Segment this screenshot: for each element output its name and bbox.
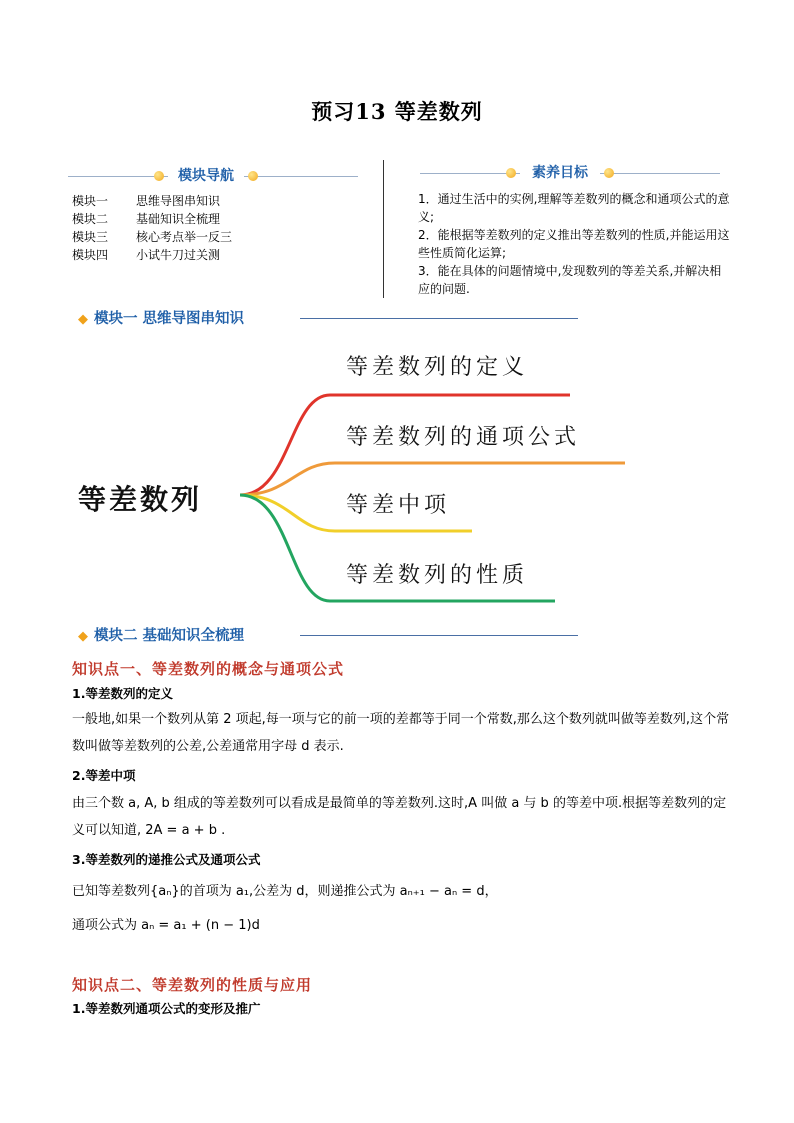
module2-header: ◆ 模块二 基础知识全梳理: [78, 624, 578, 646]
paragraph: 一般地,如果一个数列从第 2 项起,每一项与它的前一项的差都等于同一个常数,那么这个数列就叫做等差数列,这个常数叫做等差数列的公差,公差通常用字母 d 表示.: [72, 712, 730, 754]
diamond-icon: ◆: [78, 629, 88, 644]
diamond-icon: ◆: [78, 312, 88, 327]
paragraph: 由三个数 a, A, b 组成的等差数列可以看成是最简单的等差数列.这时,A 叫做 a 与 b 的等差中项.根据等差数列的定义可以知道, 2A = a + b .: [72, 796, 727, 838]
column-divider: [383, 160, 384, 298]
nav-heading: 模块导航: [168, 165, 244, 187]
mind-map-branch-label: 等差数列的定义: [346, 355, 529, 380]
mind-map-branch-label: 等差数列的通项公式: [346, 425, 581, 450]
subsection-title: 1.等差数列通项公式的变形及推广: [72, 1001, 261, 1016]
formula-line: 通项公式为 aₙ = a₁ + (n − 1)d: [72, 918, 260, 933]
goals-list: [418, 190, 730, 298]
goal-item: 2．能根据等差数列的定义推出等差数列的性质,并能运用这些性质简化运算;: [418, 228, 730, 260]
nav-item[interactable]: 模块四 小试牛刀过关测: [72, 248, 221, 262]
nav-list: [72, 192, 232, 264]
goal-item: 1．通过生活中的实例,理解等差数列的概念和通项公式的意义;: [418, 192, 730, 224]
knowledge-point-title: 知识点二、等差数列的性质与应用: [72, 976, 313, 994]
subsection-title: 3.等差数列的递推公式及通项公式: [72, 852, 261, 867]
nav-item[interactable]: 模块二 基础知识全梳理: [72, 212, 221, 226]
bullet-dot-icon: [506, 168, 516, 178]
nav-item[interactable]: 模块三 核心考点举一反三: [72, 230, 233, 244]
mind-map-branch-label: 等差中项: [346, 493, 451, 518]
nav-item[interactable]: 模块一 思维导图串知识: [72, 194, 221, 208]
knowledge-point-title: 知识点一、等差数列的概念与通项公式: [72, 660, 345, 678]
nav-header: [68, 165, 358, 187]
bullet-dot-icon: [154, 171, 164, 181]
goals-header: [420, 162, 720, 184]
subsection-title: 1.等差数列的定义: [72, 686, 173, 701]
mind-map-branch-label: 等差数列的性质: [346, 563, 529, 588]
page-title: 预习13 等差数列: [311, 99, 483, 124]
formula-line: 已知等差数列{aₙ}的首项为 a₁,公差为 d，则递推公式为 aₙ₊₁ − aₙ = d，: [72, 884, 498, 899]
goal-item: 3．能在具体的问题情境中,发现数列的等差关系,并解决相应的问题.: [418, 264, 722, 296]
bullet-dot-icon: [248, 171, 258, 181]
subsection-title: 2.等差中项: [72, 768, 136, 783]
mind-map-root: 等差数列: [78, 483, 203, 516]
goals-heading: 素养目标: [520, 162, 600, 184]
module1-header: ◆ 模块一 思维导图串知识: [78, 307, 578, 329]
bullet-dot-icon: [604, 168, 614, 178]
